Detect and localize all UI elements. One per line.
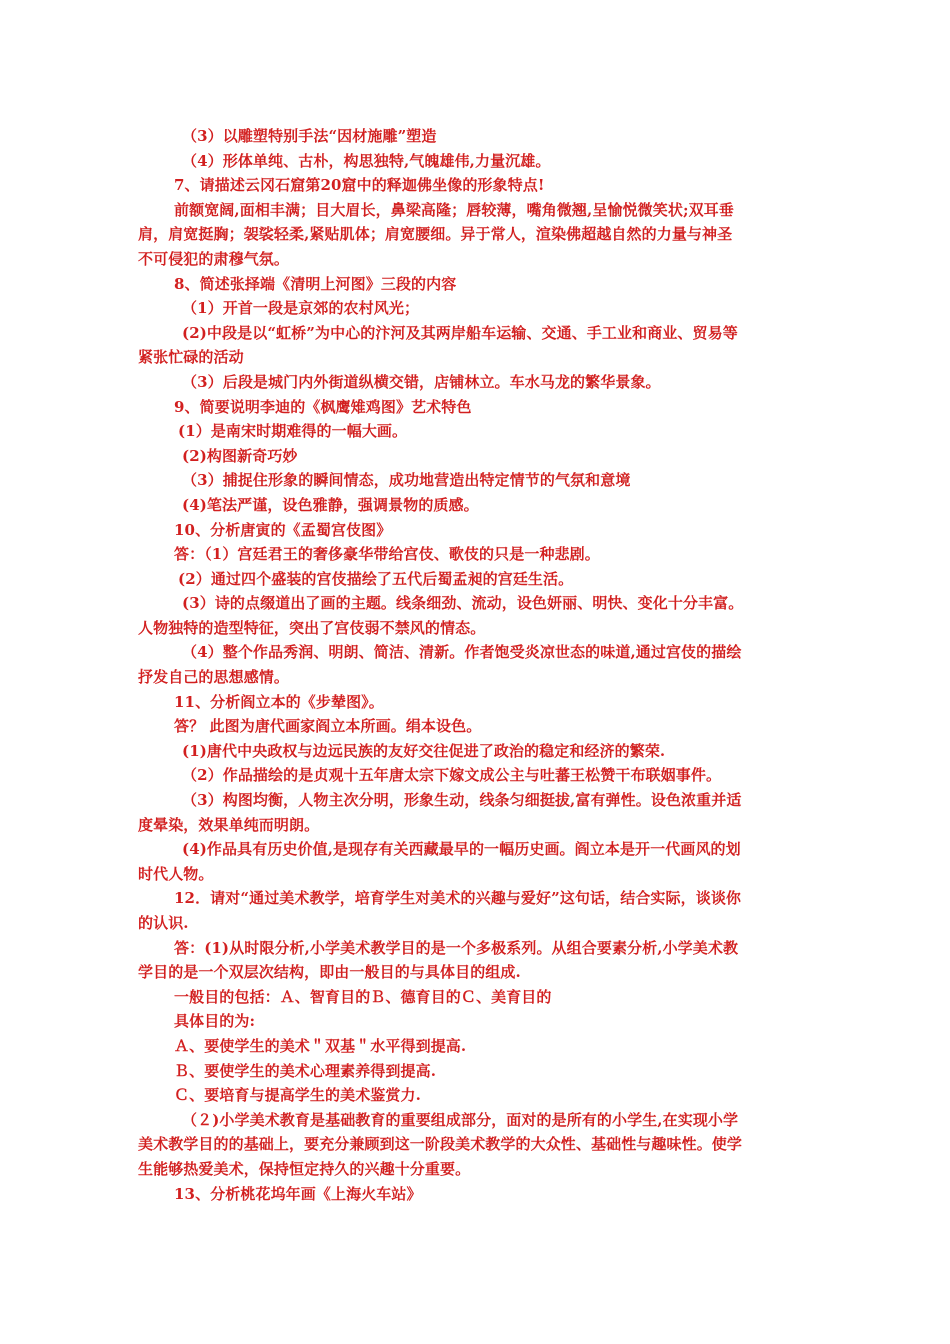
text-line: (4)笔法严谨，设色雅静，强调景物的质感。	[182, 495, 479, 514]
text-line: 度晕染，效果单纯而明朗。	[138, 815, 320, 834]
text-line: 时代人物。	[138, 864, 214, 883]
text-line: 答？ 此图为唐代画家阎立本所画。绢本设色。	[174, 717, 482, 736]
text-line: 一般目的包括：Ａ、智育目的Ｂ、德育目的Ｃ、美育目的	[174, 987, 552, 1006]
text-line: 美术教学目的的基础上，要充分兼顾到这一阶段美术教学的大众性、基础性与趣味性。使学	[138, 1135, 743, 1154]
text-line: （4）整个作品秀润、明朗、简洁、清新。作者饱受炎凉世态的味道,通过宫伎的描绘	[182, 643, 742, 662]
text-line: 7、请描述云冈石窟第20窟中的释迦佛坐像的形象特点!	[174, 176, 545, 195]
text-line: 10、分析唐寅的《孟蜀宫伎图》	[174, 520, 392, 539]
text-line: 11、分析阎立本的《步辇图》。	[174, 692, 384, 711]
text-line: 的认识.	[138, 914, 189, 932]
text-line: 答：（1）宫廷君王的奢侈豪华带给宫伎、歌伎的只是一种悲剧。	[174, 545, 600, 564]
text-line: （3）以雕塑特别手法“因材施雕”塑造	[182, 127, 437, 145]
text-line: (3）诗的点缀道出了画的主题。线条细劲、流动，设色妍丽、明快、变化十分丰富。	[182, 594, 744, 613]
text-line: （2）作品描绘的是贞观十五年唐太宗下嫁文成公主与吐蕃王松赞干布联姻事件。	[182, 766, 722, 785]
text-line: （1）开首一段是京郊的农村风光；	[182, 299, 420, 318]
text-line: (2)构图新奇巧妙	[182, 446, 298, 465]
text-line: 生能够热爱美术，保持恒定持久的兴趣十分重要。	[138, 1159, 471, 1178]
text-line: (1）是南宋时期难得的一幅大画。	[178, 422, 408, 441]
text-line: (1)唐代中央政权与边远民族的友好交往促进了政治的稳定和经济的繁荣.	[182, 741, 666, 760]
text-line: 肩，肩宽挺胸；袈裟轻柔,紧贴肌体；肩宽腰细。异于常人，渲染佛超越自然的力量与神圣	[138, 225, 733, 244]
text-line: （２)小学美术教育是基础教育的重要组成部分，面对的是所有的小学生,在实现小学	[182, 1110, 739, 1129]
text-line: 抒发自己的思想感情。	[138, 668, 290, 687]
text-line: 9、简要说明李迪的《枫鹰雉鸡图》艺术特色	[174, 397, 472, 416]
text-line: 13、分析桃花坞年画《上海火车站》	[174, 1184, 422, 1203]
text-line: （3）后段是城门内外街道纵横交错，店铺林立。车水马龙的繁华景象。	[182, 372, 661, 391]
text-line: 学目的是一个双层次结构，即由一般目的与具体目的组成.	[138, 963, 521, 982]
text-line: （4）形体单纯、古朴，构思独特,气魄雄伟,力量沉雄。	[182, 151, 551, 170]
text-line: (2)中段是以“虹桥”为中心的汴河及其两岸船车运输、交通、手工业和商业、贸易等	[182, 323, 738, 342]
text-line: (2）通过四个盛装的宫伎描绘了五代后蜀孟昶的宫廷生活。	[178, 569, 574, 588]
text-line: （3）捕捉住形象的瞬间情态，成功地营造出特定情节的气氛和意境	[182, 471, 631, 490]
text-line: Ｂ、要使学生的美术心理素养得到提高.	[174, 1061, 437, 1080]
text-line: 人物独特的造型特征，突出了宫伎弱不禁风的情态。	[138, 618, 486, 637]
text-line: 具体目的为:	[174, 1012, 256, 1031]
text-line: 8、简述张择端《清明上河图》三段的内容	[174, 274, 457, 293]
text-line: Ａ、要使学生的美术＂双基＂水平得到提高.	[174, 1036, 467, 1055]
text-line: 紧张忙碌的活动	[138, 348, 244, 367]
document-body	[138, 124, 814, 1206]
text-line: (4)作品具有历史价值,是现存有关西藏最早的一幅历史画。阎立本是开一代画风的划	[182, 840, 741, 859]
text-line: （3）构图均衡，人物主次分明，形象生动，线条匀细挺拔,富有弹性。设色浓重并适	[182, 791, 742, 810]
text-line: 前额宽阔,面相丰满；目大眉长，鼻梁高隆；唇较薄，嘴角微翘,呈愉悦微笑状;双耳垂	[174, 200, 734, 219]
text-line: Ｃ、要培育与提高学生的美术鉴赏力.	[174, 1086, 421, 1105]
text-line: 12．请对“通过美术教学，培育学生对美术的兴趣与爱好”这句话，结合实际，谈谈你	[174, 889, 742, 908]
text-line: 答：(1)从时限分析,小学美术教学目的是一个多极系列。从组合要素分析,小学美术教	[174, 938, 739, 957]
text-line: 不可侵犯的肃穆气氛。	[138, 249, 290, 268]
